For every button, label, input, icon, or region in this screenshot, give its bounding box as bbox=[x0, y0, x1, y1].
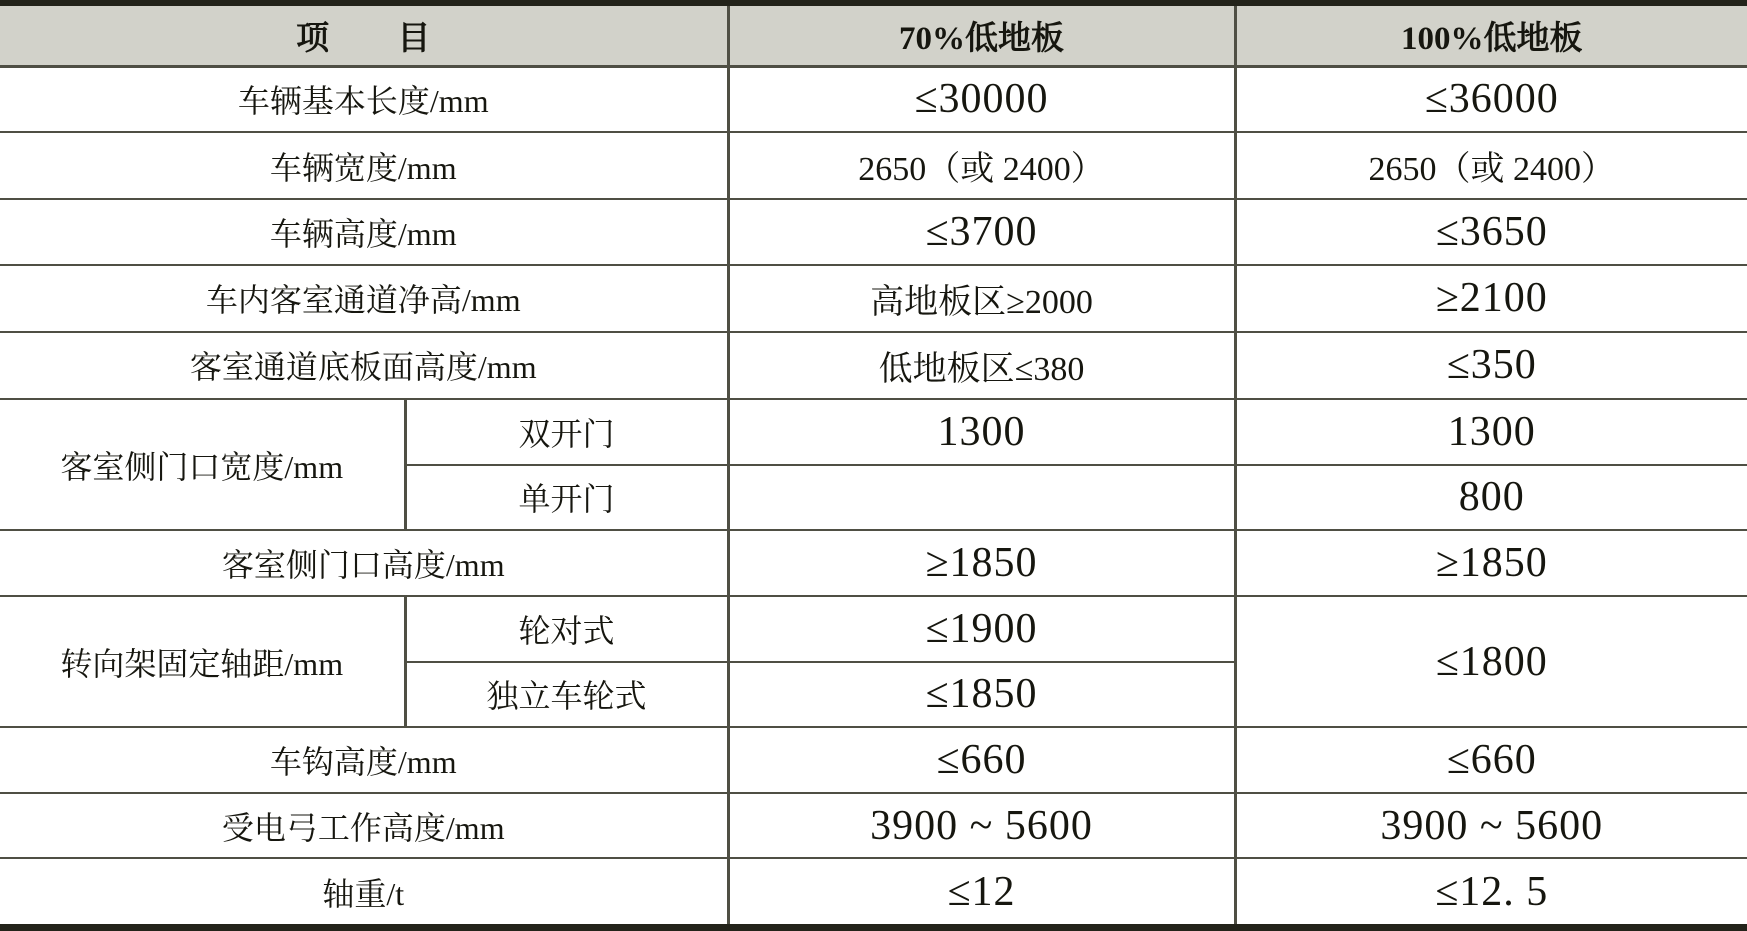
table-row-door-height bbox=[0, 530, 1747, 596]
table-row-basic-length bbox=[0, 66, 1747, 132]
value-cell-70: ≤1850 bbox=[728, 662, 1235, 728]
value-cell-70: ≤660 bbox=[728, 727, 1235, 793]
value-cell-70: 2650（或 2400） bbox=[728, 132, 1235, 199]
value-cell-100: 800 bbox=[1235, 465, 1747, 531]
value-cell-100: ≤12. 5 bbox=[1235, 858, 1747, 927]
table-row-aisle-floor-height bbox=[0, 332, 1747, 399]
value-cell-100: ≥1850 bbox=[1235, 530, 1747, 596]
value-cell-70-empty bbox=[728, 465, 1235, 531]
header-100-low-floor: 100%低地板 bbox=[1235, 3, 1747, 66]
table-body bbox=[0, 66, 1747, 928]
table-row-aisle-clear-height bbox=[0, 265, 1747, 332]
value-cell-100: ≤3650 bbox=[1235, 199, 1747, 265]
table-row-door-width-double bbox=[0, 399, 1747, 465]
value-cell-100: ≤660 bbox=[1235, 727, 1747, 793]
value-cell-70: 高地板区≥2000 bbox=[728, 265, 1235, 332]
value-cell-70: 低地板区≤380 bbox=[728, 332, 1235, 399]
value-cell-70: 1300 bbox=[728, 399, 1235, 465]
sub-label-cell: 独立车轮式 bbox=[405, 662, 728, 728]
row-label-cell: 车钩高度/mm bbox=[0, 727, 728, 793]
table-row-height bbox=[0, 199, 1747, 265]
value-cell-100: 1300 bbox=[1235, 399, 1747, 465]
sub-label-cell: 单开门 bbox=[405, 465, 728, 531]
row-label-cell: 轴重/t bbox=[0, 858, 728, 927]
row-label-cell: 客室侧门口宽度/mm bbox=[0, 399, 405, 530]
value-cell-70: ≤3700 bbox=[728, 199, 1235, 265]
header-row bbox=[0, 3, 1747, 66]
value-cell-100-merged: ≤1800 bbox=[1235, 596, 1747, 727]
value-cell-70: ≥1850 bbox=[728, 530, 1235, 596]
value-cell-70: ≤30000 bbox=[728, 66, 1235, 132]
value-cell-100: ≥2100 bbox=[1235, 265, 1747, 332]
header-70-low-floor: 70%低地板 bbox=[728, 3, 1235, 66]
sub-label-cell: 双开门 bbox=[405, 399, 728, 465]
table-row-pantograph-height bbox=[0, 793, 1747, 859]
value-cell-70: 3900 ~ 5600 bbox=[728, 793, 1235, 859]
row-label-cell: 客室侧门口高度/mm bbox=[0, 530, 728, 596]
value-cell-100: 2650（或 2400） bbox=[1235, 132, 1747, 199]
row-label-cell: 客室通道底板面高度/mm bbox=[0, 332, 728, 399]
table-row-width bbox=[0, 132, 1747, 199]
value-cell-100: ≤36000 bbox=[1235, 66, 1747, 132]
header-item-column: 项 目 bbox=[0, 3, 728, 66]
sub-label-cell: 轮对式 bbox=[405, 596, 728, 662]
table-row-wheelbase-wheelset bbox=[0, 596, 1747, 662]
row-label-cell: 车辆高度/mm bbox=[0, 199, 728, 265]
table-header bbox=[0, 3, 1747, 66]
row-label-cell: 受电弓工作高度/mm bbox=[0, 793, 728, 859]
table-row-coupler-height bbox=[0, 727, 1747, 793]
row-label-cell: 转向架固定轴距/mm bbox=[0, 596, 405, 727]
value-cell-70: ≤1900 bbox=[728, 596, 1235, 662]
value-cell-70: ≤12 bbox=[728, 858, 1235, 927]
table-row-axle-load bbox=[0, 858, 1747, 927]
row-label-cell: 车内客室通道净高/mm bbox=[0, 265, 728, 332]
value-cell-100: 3900 ~ 5600 bbox=[1235, 793, 1747, 859]
value-cell-100: ≤350 bbox=[1235, 332, 1747, 399]
row-label-cell: 车辆宽度/mm bbox=[0, 132, 728, 199]
row-label-cell: 车辆基本长度/mm bbox=[0, 66, 728, 132]
